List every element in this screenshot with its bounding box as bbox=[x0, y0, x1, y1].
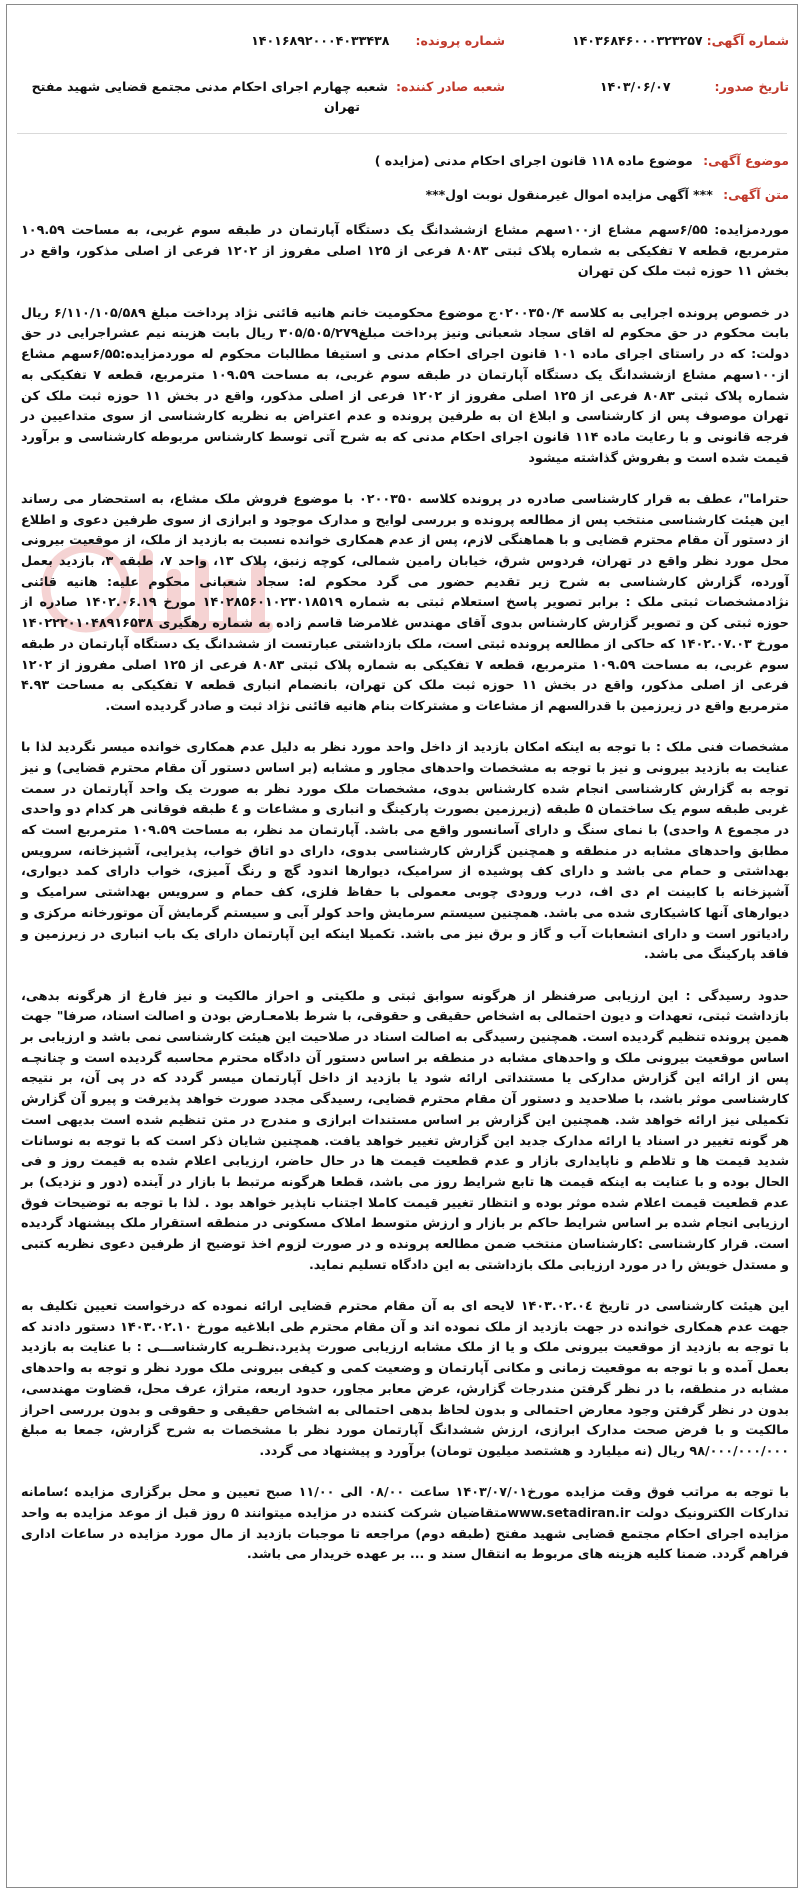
text-title-row bbox=[426, 185, 789, 205]
subject-label: موضوع آگهی: bbox=[703, 153, 789, 168]
paragraph-valuation: این هیئت کارشناسی در تاریخ ۱۴۰۳.۰۲.۰٤ لایحه ای به آن مقام محترم قضایی ارائه نموده که درخواست تعیین تکلیف به جهت عدم همکاری خوانده در جهت بازدید از ملک نموده اند و آن مقام محترم طی ابلاغیه مورخ ۱۴۰۳.۰۲.۱۰ دستور دادند که با توجه به بازدید از موقعیت بیرونی ملک و یا از ملک مشابه ارزیابی صورت پذیرد.نظـریه کارشناســـی : با عنایت به بازدید بعمل آمده و با توجه به موقعیت زمانی و مکانی آپارتمان و وضعیت کمی و کیفی بیرونی ملک مورد نظر و توجه به واحدهای مشابه در منطقه، با در نظر گرفتن مندرجات گزارش، عرض معابر مجاور، حدود اربعه، متراژ، عرف محل، قضاوت مهندسی، بدون در نظر گرفتن وجود معارض احتمالی و بدون لحاظ بدهی احتمالی به اشخاص حقیقی و حقوقی و بدون بررسی احراز مالکیت و با فرض صحت مدارک ابرازی، ارزش ششدانگ آپارتمان مورد نظر با مشخصات به شرح گزارش، جمعا به مبلغ ۹۸/۰۰۰/۰۰۰/۰۰۰ ریال (نه میلیارد و هشتصد میلیون تومان) برآورد و پیشنهاد می گردد. bbox=[21, 1299, 790, 1459]
paragraph-technical-specs: مشخصات فنی ملک : با توجه به اینکه امکان بازدید از داخل واحد مورد نظر به دلیل عدم همکاری خوانده میسر نگردید لذا با عنایت به بازدید بیرونی و نیز با توجه به مشخصات واحدهای مجاور و مشابه (بر اساس دستور آن مقام محترم قضایی) و نیز توجه به گزارش کارشناسی انجام شده کارشناس بدوی، مشخصات ملک مورد نظر به صورت یک واحد آپارتمان در سمت غربی طبقه سوم یک ساختمان ۵ طبقه (زیرزمین بصورت پارکینگ و انباری و مشاعات و ٤ طبقه فوقانی هر کدام دو واحدی در مجموع ۸ واحدی) با نمای سنگ و دارای آسانسور واقع می باشد. آپارتمان مد نظر، به مساحت ۱۰۹.۵۹ مترمربع است که مطابق واحدهای مشابه در منطقه و همچنین گزارش کارشناسی بدوی، دارای دو اتاق خواب، پذیرایی، آشپزخانه، سرویس بهداشتی و حمام می باشد و دارای کف پوشیده از سرامیک، دیوارها اندود گچ و رنگ آمیزی، خواب دارای کمد دیواری، آشپزخانه با کابینت ام دی اف، درب ورودی چوبی معمولی با حفاظ فلزی، کف حمام و سرویس بهداشتی سرامیک و دیوارهای آنها کاشیکاری شده می باشد. همچنین سیستم سرمایش واحد کولر آبی و سیستم گرمایش آن موتورخانه مرکزی و رادیاتور است و دارای انشعابات آب و گاز و برق نیز می باشد. تکمیلا اینکه این آپارتمان دارای یک باب انباری در زیرزمین و فاقد پارکینگ می باشد. bbox=[21, 740, 789, 963]
notice-body bbox=[21, 221, 789, 1587]
text-title-value: *** آگهی مزایده اموال غیرمنقول نوبت اول*** bbox=[425, 187, 713, 202]
issuer-label: شعبه صادر کننده: bbox=[395, 79, 505, 94]
case-number-value: ۱۴۰۱۶۸۹۲۰۰۰۴۰۳۳۴۳۸ bbox=[251, 33, 390, 48]
paragraph-auction-item: موردمزایده: ۶/۵۵سهم مشاع از۱۰۰سهم مشاع ازششدانگ یک دستگاه آپارتمان در طبقه سوم غربی، به مساحت ۱۰۹.۵۹ مترمربع، قطعه ۷ تفکیکی به شماره پلاک ثبتی ۸۰۸۳ فرعی از ۱۲۵ اصلی مفروز از ۱۲۰۲ فرعی از اصلی مذکور، واقع در بخش ۱۱ حوزه ثبت ملک کن تهران bbox=[21, 223, 789, 280]
issue-date bbox=[600, 77, 789, 97]
paragraph-auction-time: با توجه به مراتب فوق وقت مزایده مورخ۱۴۰۳/۰۷/۰۱ ساعت ۰۸/۰۰ الی ۱۱/۰۰ صبح تعیین و محل برگزاری مزایده ؛سامانه تدارکات الکترونیک دولت www.setadiran.irمتقاضیان شرکت کننده در مزایده میتوانند ۵ روز قبل از موعد مزایده به واحد مزایده اجرای احکام مجتمع قضایی شهید مفتح (طبقه دوم) مراجعه تا موجبات بازدید از مال مورد مزایده در ساعات اداری فراهم گردد. ضمنا کلیه هزینه های مربوط به انتقال سند و ... بر عهده خریدار می باشد. bbox=[21, 1485, 789, 1563]
paragraph-scope: حدود رسیدگی : این ارزیابی صرفنظر از هرگونه سوابق ثبتی و ملکیتی و احراز مالکیت و نیز فارغ از هرگونه بدهی، بازداشت ثبتی، تعهدات و دیون احتمالی به اشخاص حقیقی و حقوقی، با شرط بلامعـارض بودن و اصالت اسناد، صرفا" جهت همین پرونده تنظیم گردیده است. همچنین رسیدگی به اصالت اسناد در صلاحیت این هیئت کارشناسی نمی باشد و ارزیابی بر اساس موقعیت بیرونی ملک و واحدهای مشابه در منطقه بر اساس دستور آن دادگاه محترم محاسبه گردیده است و چنانچـه پس از ارائه این گزارش مدارکی یا مستنداتی ارائه شود یا بازدید از داخل آپارتمان میسر گردد که در پی آن، بر نتیجه کارشناسی موثر باشد، با صلاحدید و دستور آن مقام محترم قضایی، رسیدگی مجدد صورت خواهد پذیرفت و پیرو آن گزارش تکمیلی نیز ارائه خواهد شد. همچنین این گزارش بر اساس مستندات ابرازی و مندرج در متن تنظیم شده است بدیهی است هر گونه تغییر در اسناد یا ارائه مدارک جدید این گزارش تغییر خواهد یافت. همچنین شایان ذکر است که با توجه به نوسانات شدید قیمت ها و تلاطم و ناپایداری بازار و عدم قطعیت قیمت ها در حال حاضر، ارزیابی اعلام شده به قیمت روز و فی الحال بوده و با عنایت به اینکه قیمت ها تابع شرایط روز می باشد، قطعا هرگونه مرتبط با بازار در آینده (دور و نزدیک) بر عدم قطعیت قیمت اعلام شده موثر بوده و انتظار تغییر قیمت کاملا اجتناب ناپذیر خواهد بود . لذا با توجه به توضیحات فوق ارزیابی انجام شده بر اساس شرایط حاکم بر بازار و ارزش متوسط املاک مسکونی در منطقه استقرار ملک پیشنهاد گردیده است. قرار کارشناسی :کارشناسان منتخب ضمن مطالعه پرونده و در صورت لزوم اخذ توضیح از طرفین دعوی نظریه کتبی و مستدل خویش را در مورد ارزیابی ملک بازداشتی به این دادگاه تسلیم نماید. bbox=[21, 988, 789, 1273]
ad-number-label: شماره آگهی: bbox=[706, 33, 789, 48]
case-number bbox=[251, 31, 505, 51]
issuer bbox=[32, 77, 505, 97]
subject-row bbox=[375, 151, 789, 171]
notice-frame bbox=[6, 4, 798, 1888]
paragraph-expert-report: حتراما"، عطف به قرار کارشناسی صادره در پرونده کلاسه ۰۲۰۰۳۵۰ با موضوع فروش ملک مشاع، به استحضار می رساند این هیئت کارشناسی منتخب پس از مطالعه پرونده و بررسی لوایح و مدارک موجود و ابرازی از سوی طرفین دعوی و اطلاع از دستور آن مقام محترم قضایی و با هماهنگی لازم، پس از عدم همکاری خوانده نسبت به بازدید از ملک، از موقعیت بیرونی محل مورد نظر واقع در تهران، فردوس شرق، خیابان رامین شمالی، کوچه زنبق، پلاک ۱۳، واحد ۷، طبقه ۳، بازدید بعمل آورده، گزارش کارشناسی به شرح زیر تقدیم حضور می گرد محکوم له: سجاد شعبانی محکوم علیه: هانیه قائنی نژادمشخصات ثبتی ملک : برابر تصویر پاسخ استعلام ثبتی به شماره ۱۴۰۲۸۵۶۰۱۰۲۳۰۱۸۵۱۹ مورخ ۱۴۰۲.۰۶.۱۹ صادره از حوزه ثبتی کن و تصویر گزارش کارشناس بدوی آقای مهندس غلامرضا قاسم زاده به شماره رهگیری ۱۴۰۲۲۲۰۱۰۴۸۹۱۶۵۳۸ مورخ ۱۴۰۲.۰۷.۰۳ که حاکی از مطالعه پرونده ثبتی است، ملک بازداشتی عبارتست از ششدانگ یک دستگاه آپارتمان در طبقه سوم غربی، به مساحت ۱۰۹.۵۹ مترمربع، قطعه ۷ تفکیکی به شماره پلاک ثبتی ۸۰۸۳ فرعی از ۱۲۵ اصلی مفروز از ۱۲۰۲ فرعی از اصلی مذکور، واقع در بخش ۱۱ حوزه ثبت ملک کن تهران، بانضمام انباری قطعه ۷ تفکیکی به مساحت ۴.۹۳ مترمربع واقع در زیرزمین با قدرالسهم از مشاعات و مشترکات بنام هانیه قائنی نژاد ثبت و صادر گردیده است. bbox=[21, 491, 790, 714]
header-divider bbox=[17, 133, 787, 134]
issuer-line1: شعبه چهارم اجرای احکام مدنی مجتمع قضایی شهید مفتح bbox=[31, 79, 388, 94]
text-title-label: متن آگهی: bbox=[723, 187, 789, 202]
subject-value: موضوع ماده ۱۱۸ قانون اجرای احکام مدنی (مزایده ) bbox=[374, 153, 693, 168]
issuer-line2: تهران bbox=[324, 99, 360, 114]
ad-number-value: ۱۴۰۳۶۸۴۶۰۰۰۳۲۳۲۵۷ bbox=[571, 33, 703, 48]
case-number-label: شماره پرونده: bbox=[415, 33, 505, 48]
paragraph-case-details: در خصوص پرونده اجرایی به کلاسه ۰۲۰۰۳۵۰/۴ج موضوع محکومیت خانم هانیه قائنی نژاد پرداخت مبلغ ۶/۱۱۰/۱۰۵/۵۸۹ ریال بابت محکوم در حق محکوم له اقای سجاد شعبانی ونیز پرداخت مبلغ۳۰۵/۵۰۵/۲۷۹ ریال بابت هزینه نیم عشراجرایی در حق دولت: که در راستای اجرای ماده ۱۰۱ قانون اجرای احکام مدنی و استیفا مطالبات محکوم له موردمزایده:۶/۵۵سهم مشاع از۱۰۰سهم مشاع ازششدانگ یک دستگاه آپارتمان در طبقه سوم غربی، به مساحت ۱۰۹.۵۹ مترمربع، قطعه ۷ تفکیکی به شماره پلاک ثبتی ۸۰۸۳ فرعی از ۱۲۵ اصلی مفروز از ۱۲۰۲ فرعی از اصلی مذکور، واقع در بخش ۱۱ حوزه ثبت ملک کن تهران موصوف پس از کارشناسی و ابلاغ ان به طرفین پرونده و عدم اعتراض به نظریه کارشناسی از سوی متداعیین در فرجه قانونی و با رعایت ماده ۱۱۴ قانون اجرای احکام مدنی که به شرح آتی توسط کارشناس مربوطه کارشناسی و برآورد قیمت شده است و بفروش گذاشته میشود bbox=[21, 305, 790, 466]
ad-number bbox=[572, 31, 789, 51]
issue-date-label: تاریخ صدور: bbox=[714, 79, 789, 94]
issue-date-value: ۱۴۰۳/۰۶/۰۷ bbox=[599, 79, 671, 94]
